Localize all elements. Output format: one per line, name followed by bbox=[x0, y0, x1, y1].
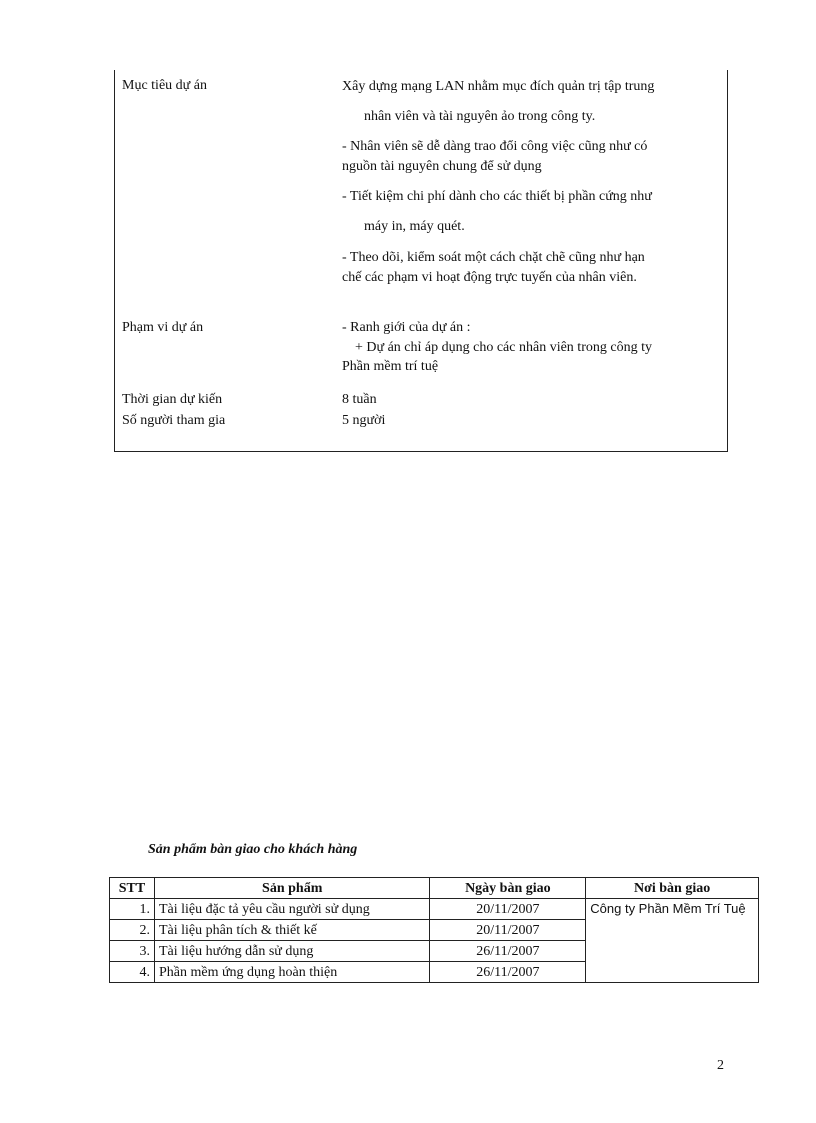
row-date: 26/11/2007 bbox=[430, 962, 586, 983]
header-date: Ngày bàn giao bbox=[430, 878, 586, 899]
objective-line-6: máy in, máy quét. bbox=[364, 219, 465, 234]
objective-line-2: nhân viên và tài nguyên ảo trong công ty. bbox=[364, 109, 596, 124]
participants-value: 5 người bbox=[342, 413, 386, 428]
delivery-place: Công ty Phần Mềm Trí Tuệ bbox=[586, 899, 759, 983]
header-stt: STT bbox=[110, 878, 155, 899]
row-date: 20/11/2007 bbox=[430, 899, 586, 920]
page-number: 2 bbox=[717, 1058, 724, 1073]
objective-line-4: nguồn tài nguyên chung để sử dụng bbox=[342, 159, 542, 174]
row-stt: 3. bbox=[110, 941, 155, 962]
objective-line-8: chế các phạm vi hoạt động trực tuyến của nhân viên. bbox=[342, 270, 637, 285]
row-date: 26/11/2007 bbox=[430, 941, 586, 962]
row-stt: 2. bbox=[110, 920, 155, 941]
participants-label: Số người tham gia bbox=[122, 413, 226, 428]
objective-line-1: Xây dựng mạng LAN nhằm mục đích quản trị tập trung bbox=[342, 79, 655, 94]
row-product: Phần mềm ứng dụng hoàn thiện bbox=[154, 962, 429, 983]
scope-line-2: + Dự án chỉ áp dụng cho các nhân viên trong công ty bbox=[355, 340, 652, 355]
scope-line-3: Phần mềm trí tuệ bbox=[342, 359, 439, 374]
header-place: Nơi bàn giao bbox=[586, 878, 759, 899]
table-header-row bbox=[110, 878, 759, 899]
row-product: Tài liệu phân tích & thiết kế bbox=[154, 920, 429, 941]
scope-label: Phạm vi dự án bbox=[122, 320, 204, 335]
deliverables-table bbox=[109, 877, 759, 983]
row-product: Tài liệu đặc tả yêu cầu người sử dụng bbox=[154, 899, 429, 920]
row-stt: 4. bbox=[110, 962, 155, 983]
objective-line-7: - Theo dõi, kiểm soát một cách chặt chẽ cũng như hạn bbox=[342, 250, 645, 265]
scope-line-1: - Ranh giới của dự án : bbox=[342, 320, 471, 335]
row-stt: 1. bbox=[110, 899, 155, 920]
duration-value: 8 tuần bbox=[342, 392, 377, 407]
row-date: 20/11/2007 bbox=[430, 920, 586, 941]
objective-line-5: - Tiết kiệm chi phí dành cho các thiết bị phần cứng như bbox=[342, 189, 652, 204]
duration-label: Thời gian dự kiến bbox=[122, 392, 223, 407]
objective-label: Mục tiêu dự án bbox=[122, 78, 207, 93]
objective-line-3: - Nhân viên sẽ dễ dàng trao đổi công việc cũng như có bbox=[342, 139, 648, 154]
deliverables-caption: Sản phẩm bàn giao cho khách hàng bbox=[148, 842, 358, 857]
row-product: Tài liệu hướng dẫn sử dụng bbox=[154, 941, 429, 962]
table-row bbox=[110, 899, 759, 920]
header-product: Sản phẩm bbox=[154, 878, 429, 899]
